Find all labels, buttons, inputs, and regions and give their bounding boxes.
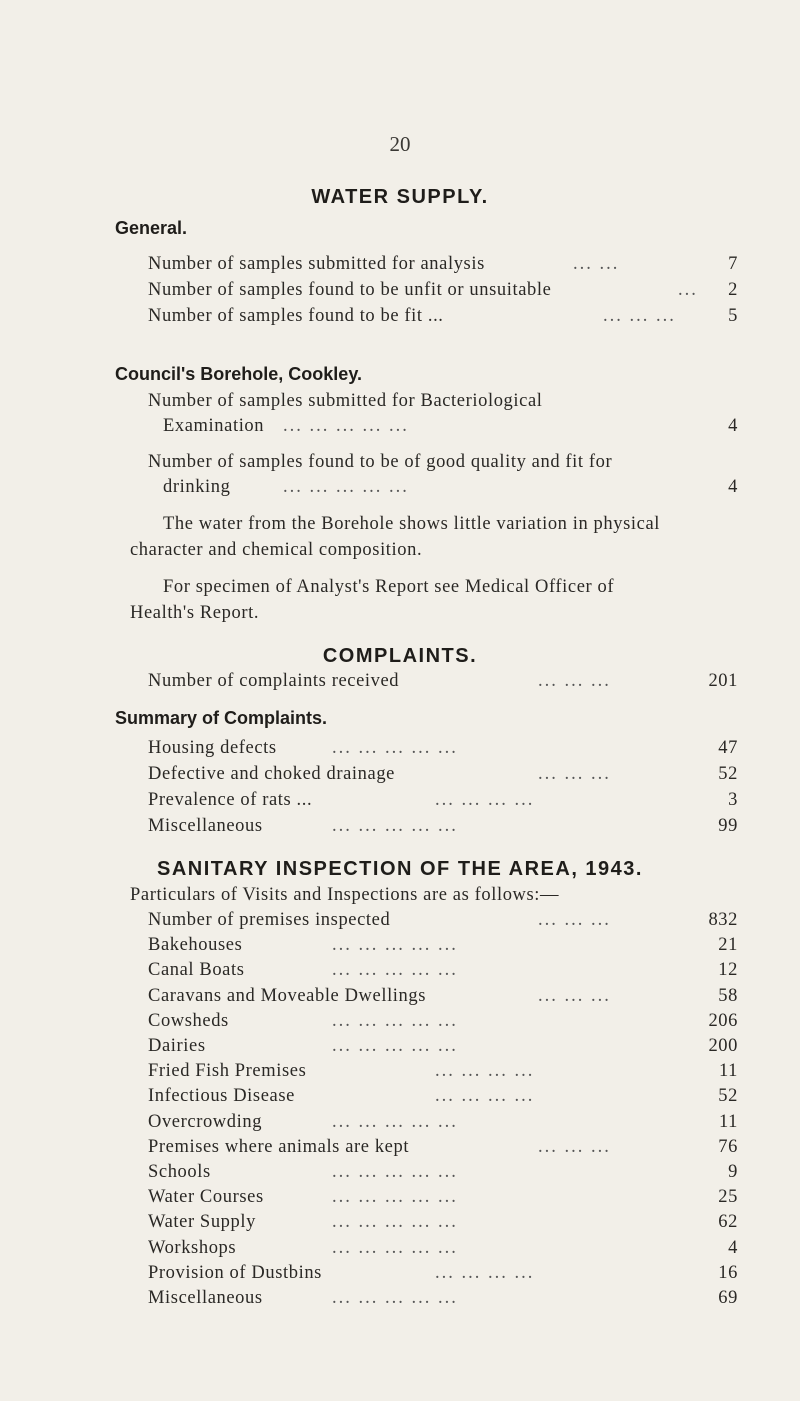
complaint-row — [148, 790, 738, 816]
row-value: 832 — [708, 910, 738, 930]
row-label: Premises where animals are kept — [148, 1136, 410, 1157]
sanitary-row — [148, 935, 738, 961]
complaint-row — [148, 764, 738, 790]
sanitary-intro: Particulars of Visits and Inspections are as follows:— — [130, 885, 560, 905]
sanitary-row — [148, 1137, 738, 1163]
row-label: Prevalence of rats ... — [148, 790, 313, 810]
row-value: 16 — [718, 1262, 738, 1283]
row-leader: ... ... ... ... ... — [332, 1010, 458, 1031]
row-leader: ... ... ... — [538, 671, 611, 691]
row-value: 4 — [728, 477, 738, 497]
row-label: drinking — [163, 477, 231, 497]
sanitary-row — [148, 1036, 738, 1062]
row-value: 58 — [718, 985, 738, 1006]
row-label: Number of samples submitted for analysis — [148, 254, 485, 274]
row-leader: ... ... ... — [538, 1136, 611, 1157]
general-row — [148, 254, 738, 280]
row-value: 5 — [728, 306, 738, 326]
row-label: Water Courses — [148, 1187, 264, 1208]
sanitary-row — [148, 1238, 738, 1264]
sanitary-row — [148, 986, 738, 1012]
row-leader: ... ... ... ... ... — [332, 1187, 458, 1208]
sanitary-row — [148, 1086, 738, 1112]
row-leader: ... ... ... ... ... — [332, 816, 458, 836]
row-value: 21 — [718, 935, 738, 956]
borehole-item-line: Number of samples submitted for Bacteriological — [148, 391, 543, 411]
row-value: 201 — [708, 671, 738, 691]
row-label: Miscellaneous — [148, 1288, 263, 1308]
borehole-row — [163, 416, 738, 442]
row-value: 9 — [728, 1162, 738, 1182]
sanitary-row — [148, 1212, 738, 1238]
borehole-subheading: Council's Borehole, Cookley. — [115, 364, 362, 384]
row-leader: ... ... ... ... — [435, 1086, 535, 1107]
row-value: 62 — [718, 1212, 738, 1233]
row-label: Schools — [148, 1162, 211, 1182]
row-value: 99 — [718, 816, 738, 836]
row-label: Number of samples found to be fit ... — [148, 306, 444, 326]
row-label: Workshops — [148, 1237, 237, 1258]
complaints-received-row — [148, 671, 738, 697]
row-label: Provision of Dustbins — [148, 1262, 322, 1283]
row-value: 4 — [728, 1237, 738, 1258]
row-leader: ... ... ... ... ... — [332, 1212, 458, 1233]
row-label: Fried Fish Premises — [148, 1061, 307, 1082]
row-label: Housing defects — [148, 738, 277, 758]
row-value: 47 — [718, 738, 738, 758]
row-value: 2 — [728, 280, 738, 300]
complaint-row — [148, 738, 738, 764]
borehole-row — [163, 477, 738, 503]
report-paragraph-line: Health's Report. — [130, 603, 260, 623]
general-row — [148, 306, 738, 332]
row-value: 69 — [718, 1288, 738, 1308]
row-leader: ... ... ... ... ... — [283, 416, 409, 436]
complaint-row — [148, 816, 738, 842]
row-leader: ... ... ... — [603, 306, 676, 326]
row-leader: ... ... ... ... ... — [332, 1111, 458, 1132]
borehole-paragraph-line: character and chemical composition. — [130, 540, 423, 560]
row-leader: ... ... ... ... ... — [332, 935, 458, 956]
row-value: 206 — [708, 1010, 738, 1031]
row-value: 7 — [728, 254, 738, 274]
borehole-item-line: Number of samples found to be of good quality and fit for — [148, 452, 613, 472]
page-number: 20 — [389, 132, 411, 156]
row-leader: ... ... ... ... — [435, 790, 535, 810]
row-leader: ... ... — [573, 254, 620, 274]
complaints-heading: COMPLAINTS. — [322, 645, 478, 667]
water-supply-heading: WATER SUPPLY. — [311, 186, 489, 208]
sanitary-row — [148, 1187, 738, 1213]
borehole-paragraph-line: The water from the Borehole shows little variation in physical — [163, 514, 661, 534]
row-label: Number of samples found to be unfit or unsuitable — [148, 280, 552, 300]
sanitary-row — [148, 1061, 738, 1087]
row-label: Infectious Disease — [148, 1086, 295, 1107]
row-label: Water Supply — [148, 1212, 256, 1233]
row-leader: ... ... ... ... ... — [332, 960, 458, 981]
row-leader: ... ... ... ... ... — [332, 1036, 458, 1056]
row-leader: ... ... ... — [538, 985, 611, 1006]
row-leader: ... ... ... — [538, 910, 611, 930]
row-value: 11 — [718, 1111, 738, 1132]
row-label: Caravans and Moveable Dwellings — [148, 985, 427, 1006]
row-leader: ... ... ... ... ... — [332, 738, 458, 758]
sanitary-row — [148, 1162, 738, 1188]
row-label: Cowsheds — [148, 1010, 229, 1031]
sanitary-heading: SANITARY INSPECTION OF THE AREA, 1943. — [157, 858, 643, 880]
row-label: Bakehouses — [148, 935, 243, 956]
row-value: 11 — [718, 1061, 738, 1082]
row-value: 12 — [718, 960, 738, 981]
sanitary-row — [148, 1011, 738, 1037]
row-leader: ... ... ... ... ... — [332, 1237, 458, 1258]
sanitary-row — [148, 1263, 738, 1289]
general-subheading: General. — [115, 218, 188, 238]
row-leader: ... ... ... ... ... — [283, 477, 409, 497]
general-row — [148, 280, 738, 306]
row-label: Overcrowding — [148, 1111, 263, 1132]
row-label: Dairies — [148, 1036, 206, 1056]
row-leader: ... ... ... — [538, 764, 611, 784]
row-value: 52 — [718, 1086, 738, 1107]
row-label: Examination — [163, 416, 265, 436]
row-leader: ... ... ... ... — [435, 1061, 535, 1082]
sanitary-row — [148, 1288, 738, 1314]
row-value: 76 — [718, 1136, 738, 1157]
report-paragraph-line: For specimen of Analyst's Report see Medical Officer of — [163, 577, 615, 597]
row-label: Defective and choked drainage — [148, 764, 395, 784]
row-value: 3 — [728, 790, 738, 810]
row-label: Number of complaints received — [148, 671, 400, 691]
row-label: Miscellaneous — [148, 816, 263, 836]
row-label: Number of premises inspected — [148, 910, 391, 930]
row-value: 25 — [718, 1187, 738, 1208]
row-leader: ... ... ... ... ... — [332, 1162, 458, 1182]
summary-subheading: Summary of Complaints. — [115, 708, 328, 728]
row-label: Canal Boats — [148, 960, 245, 981]
row-value: 200 — [708, 1036, 738, 1056]
row-leader: ... — [678, 280, 698, 300]
row-leader: ... ... ... ... — [435, 1262, 535, 1283]
row-leader: ... ... ... ... ... — [332, 1288, 458, 1308]
row-value: 52 — [718, 764, 738, 784]
sanitary-row — [148, 910, 738, 936]
sanitary-row — [148, 1112, 738, 1138]
sanitary-row — [148, 960, 738, 986]
row-value: 4 — [728, 416, 738, 436]
